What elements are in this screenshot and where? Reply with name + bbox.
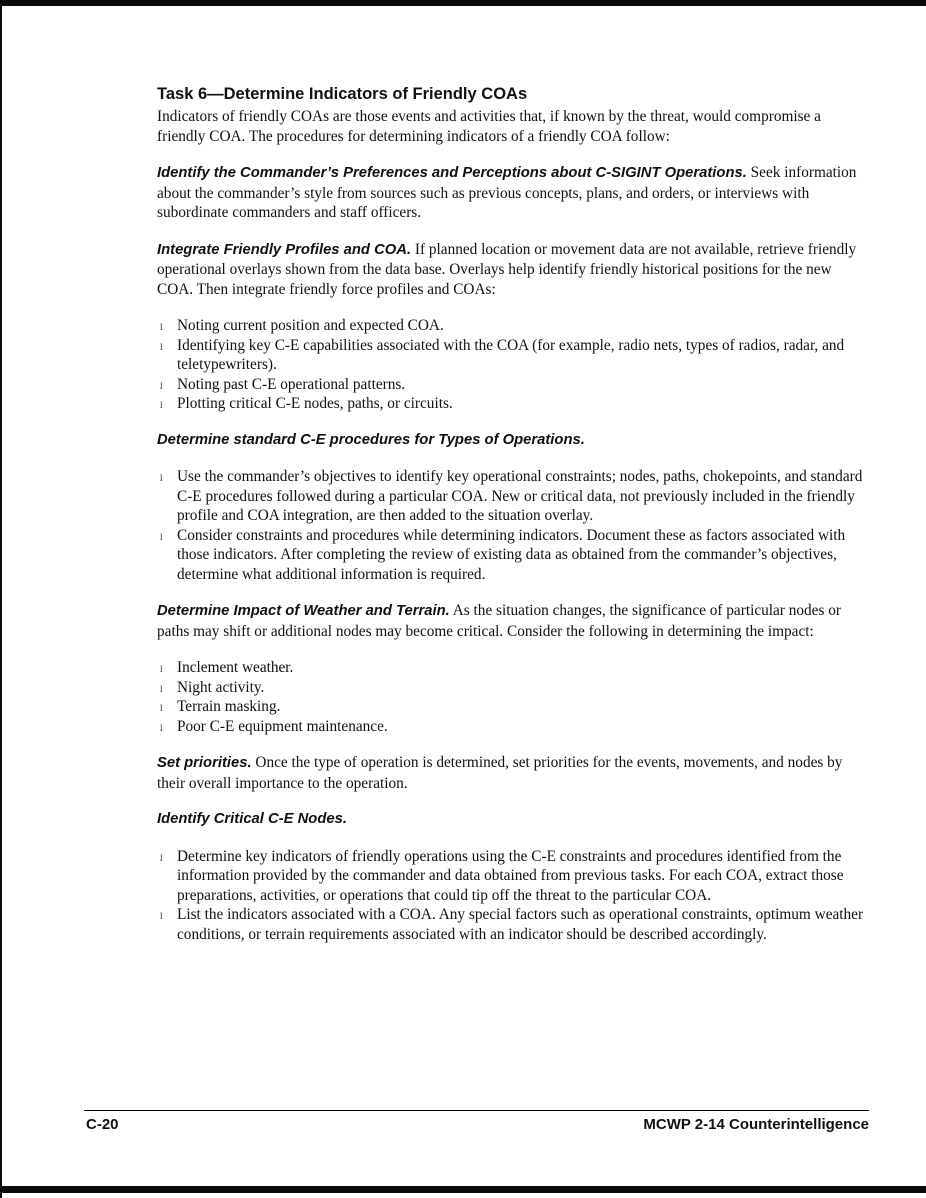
page-border-bottom	[0, 1186, 926, 1193]
paragraph-text: Seek information about the commander’s style from sources such as previous concepts, plans, and orders, or interviews with subordinate commanders and staff officers.	[157, 164, 857, 221]
list-item	[157, 905, 869, 944]
paragraph	[157, 107, 869, 146]
list-item	[157, 375, 869, 395]
list-item-text: Poor C-E equipment maintenance.	[177, 717, 388, 735]
bullet-icon: l	[160, 703, 163, 713]
list-item-text: Consider constraints and procedures while determining indicators. Document these as factors associated with those indicators. After completing the review of existing data as obtained from the commander’s objectives, determine what additional information is required.	[177, 526, 846, 583]
list-item	[157, 316, 869, 336]
list-item-text: Identifying key C-E capabilities associated with the COA (for example, radio nets, types of radios, radar, and teletypewriters).	[177, 336, 845, 373]
bullet-icon: l	[160, 664, 163, 674]
page-footer	[86, 1116, 869, 1133]
bullet-icon: l	[160, 531, 163, 542]
bullet-icon: l	[160, 911, 163, 921]
list-item-text: Night activity.	[177, 678, 265, 696]
list-item	[157, 847, 869, 906]
bullet-icon: l	[160, 341, 163, 352]
list-item-text: Terrain masking.	[177, 698, 281, 715]
paragraph	[157, 240, 869, 300]
list-item-text: List the indicators associated with a COA. Any special factors such as operational constraints, optimum weather conditions, or terrain requirements associated with an indicator should be described accordingly.	[177, 906, 864, 943]
list-item	[157, 526, 869, 585]
list-item	[157, 717, 869, 737]
section-heading: Determine standard C-E procedures for Types of Operations.	[157, 431, 585, 448]
bullet-list	[157, 658, 869, 736]
list-item	[157, 394, 869, 414]
paragraph-text: If planned location or movement data are not available, retrieve friendly operational overlays shown from the data base. Overlays help identify friendly historical positions for the new COA. Then integrate friendly force profiles and COAs:	[157, 240, 857, 298]
bullet-icon: l	[160, 722, 163, 733]
list-item	[157, 697, 869, 717]
paragraph-lead: Identify the Commander’s Preferences and Perceptions about C-SIGINT Operations.	[157, 165, 747, 181]
document-title: Task 6—Determine Indicators of Friendly COAs	[157, 85, 528, 103]
section-heading: Identify Critical C-E Nodes.	[157, 811, 347, 827]
list-item-text: Use the commander’s objectives to identify key operational constraints; nodes, paths, chokepoints, and standard C-E procedures followed during a particular COA. New or critical data, not previously included in the friendly profile and COA integration, are then added to the situation overlay.	[177, 468, 863, 524]
footer-divider	[84, 1110, 869, 1111]
page-border-top	[0, 0, 926, 6]
paragraph-text: As the situation changes, the significance of particular nodes or paths may shift or additional nodes may become critical. Consider the following in determining the impact:	[157, 602, 841, 640]
paragraph	[157, 601, 869, 641]
list-item-text: Noting past C-E operational patterns.	[177, 375, 406, 393]
bullet-list	[157, 847, 869, 945]
list-item-text: Noting current position and expected COA.	[177, 317, 444, 334]
bullet-icon: l	[160, 322, 163, 332]
page-border-left	[0, 0, 2, 1198]
bullet-list	[157, 467, 869, 584]
paragraph-text: Once the type of operation is determined, set priorities for the events, movements, and nodes by their overall importance to the operation.	[157, 754, 843, 792]
paragraph	[157, 753, 869, 793]
list-item-text: Plotting critical C-E nodes, paths, or circuits.	[177, 395, 453, 412]
bullet-icon: l	[160, 380, 163, 391]
list-item	[157, 336, 869, 375]
bullet-icon: l	[160, 400, 163, 410]
bullet-icon: l	[160, 683, 163, 694]
paragraph-lead: Integrate Friendly Profiles and COA.	[157, 241, 412, 258]
paragraph-lead: Set priorities.	[157, 755, 252, 771]
document-body	[157, 84, 869, 961]
list-item	[157, 678, 869, 698]
footer-page-number: C-20	[86, 1116, 119, 1133]
list-item-text: Inclement weather.	[177, 659, 294, 676]
bullet-icon: l	[160, 852, 163, 863]
footer-document-title: MCWP 2-14 Counterintelligence	[643, 1116, 869, 1133]
list-item-text: Determine key indicators of friendly operations using the C-E constraints and procedures identified from the information provided by the commander and data obtained from previous tasks. For each COA, extract those preparations, activities, or operations that could tip off the threat to the particular COA.	[177, 847, 844, 904]
bullet-list	[157, 316, 869, 414]
list-item	[157, 658, 869, 678]
paragraph-lead: Determine Impact of Weather and Terrain.	[157, 603, 450, 619]
bullet-icon: l	[160, 473, 163, 483]
paragraph-text: Indicators of friendly COAs are those events and activities that, if known by the threat, would compromise a friendly COA. The procedures for determining indicators of a friendly COA follow:	[157, 108, 821, 145]
list-item	[157, 467, 869, 526]
paragraph	[157, 163, 869, 223]
